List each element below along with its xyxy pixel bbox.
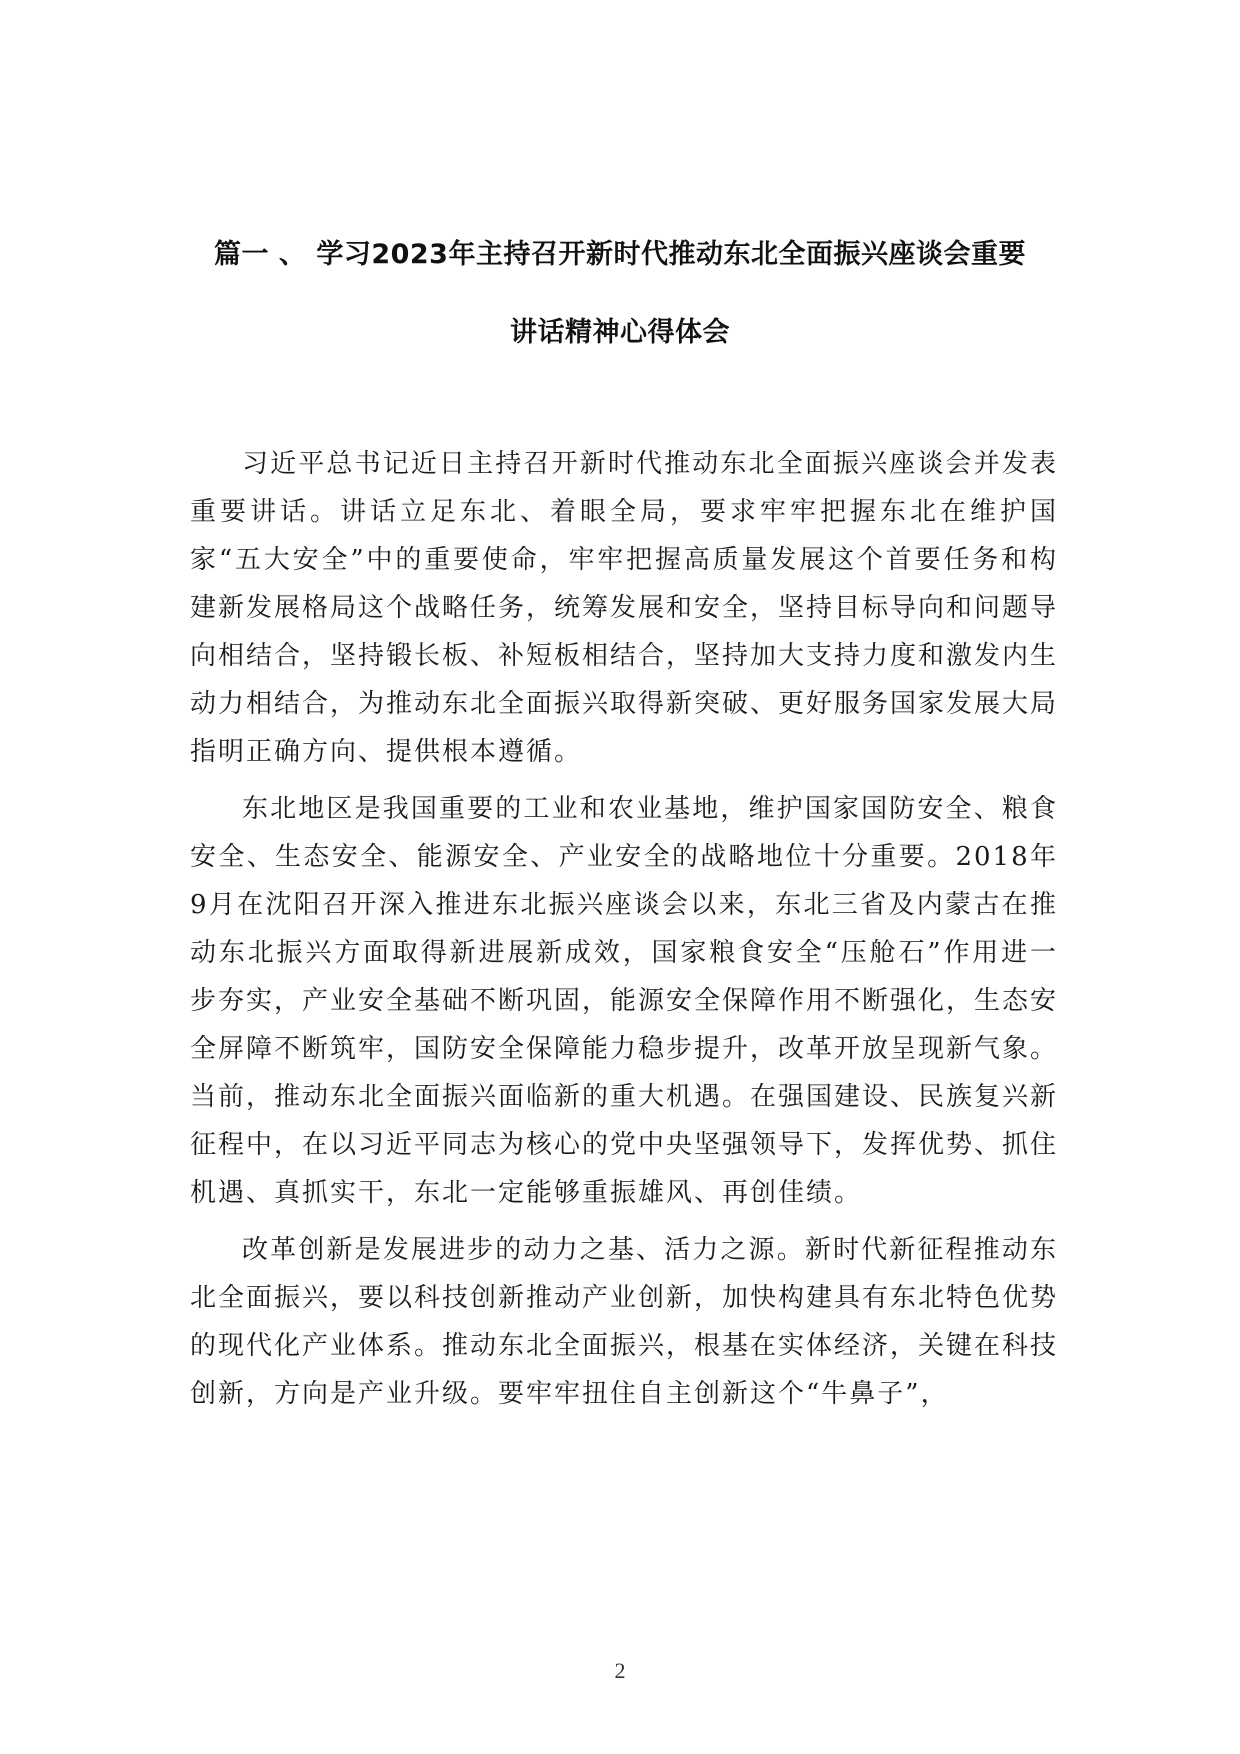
body-paragraph-1: 习近平总书记近日主持召开新时代推动东北全面振兴座谈会并发表重要讲话。讲话立足东北、着眼全局，要求牢牢把握东北在维护国家“五大安全”中的重要使命，牢牢把握高质量发展这个首要任务和构建新发展格局这个战略任务，统筹发展和安全，坚持目标导向和问题导向相结合，坚持锻长板、补短板相结合，坚持加大支持力度和激发内生动力相结合，为推动东北全面振兴取得新突破、更好服务国家发展大局指明正确方向、提供根本遵循。 bbox=[190, 449, 1059, 767]
body-paragraph-2: 东北地区是我国重要的工业和农业基地，维护国家国防安全、粮食安全、生态安全、能源安全、产业安全的战略地位十分重要。2018年9月在沈阳召开深入推进东北振兴座谈会以来，东北三省及内蒙古在推动东北振兴方面取得新进展新成效，国家粮食安全“压舱石”作用进一步夯实，产业安全基础不断巩固，能源安全保障作用不断强化，生态安全屏障不断筑牢，国防安全保障能力稳步提升，改革开放呈现新气象。当前，推动东北全面振兴面临新的重大机遇。在强国建设、民族复兴新征程中，在以习近平同志为核心的党中央坚强领导下，发挥优势、抓住机遇、真抓实干，东北一定能够重振雄风、再创佳绩。 bbox=[190, 794, 1059, 1208]
document-body bbox=[190, 440, 1058, 1427]
body-paragraph-3: 改革创新是发展进步的动力之基、活力之源。新时代新征程推动东北全面振兴，要以科技创新推动产业创新，加快构建具有东北特色优势的现代化产业体系。推动东北全面振兴，根基在实体经济，关键在科技创新，方向是产业升级。要牢牢扭住自主创新这个“牛鼻子”， bbox=[190, 1235, 1059, 1409]
document-title-line-1: 篇一 、 学习2023年主持召开新时代推动东北全面振兴座谈会重要 bbox=[214, 239, 1026, 270]
page-number: 2 bbox=[614, 1658, 626, 1683]
document-title-line-2: 讲话精神心得体会 bbox=[510, 317, 730, 348]
